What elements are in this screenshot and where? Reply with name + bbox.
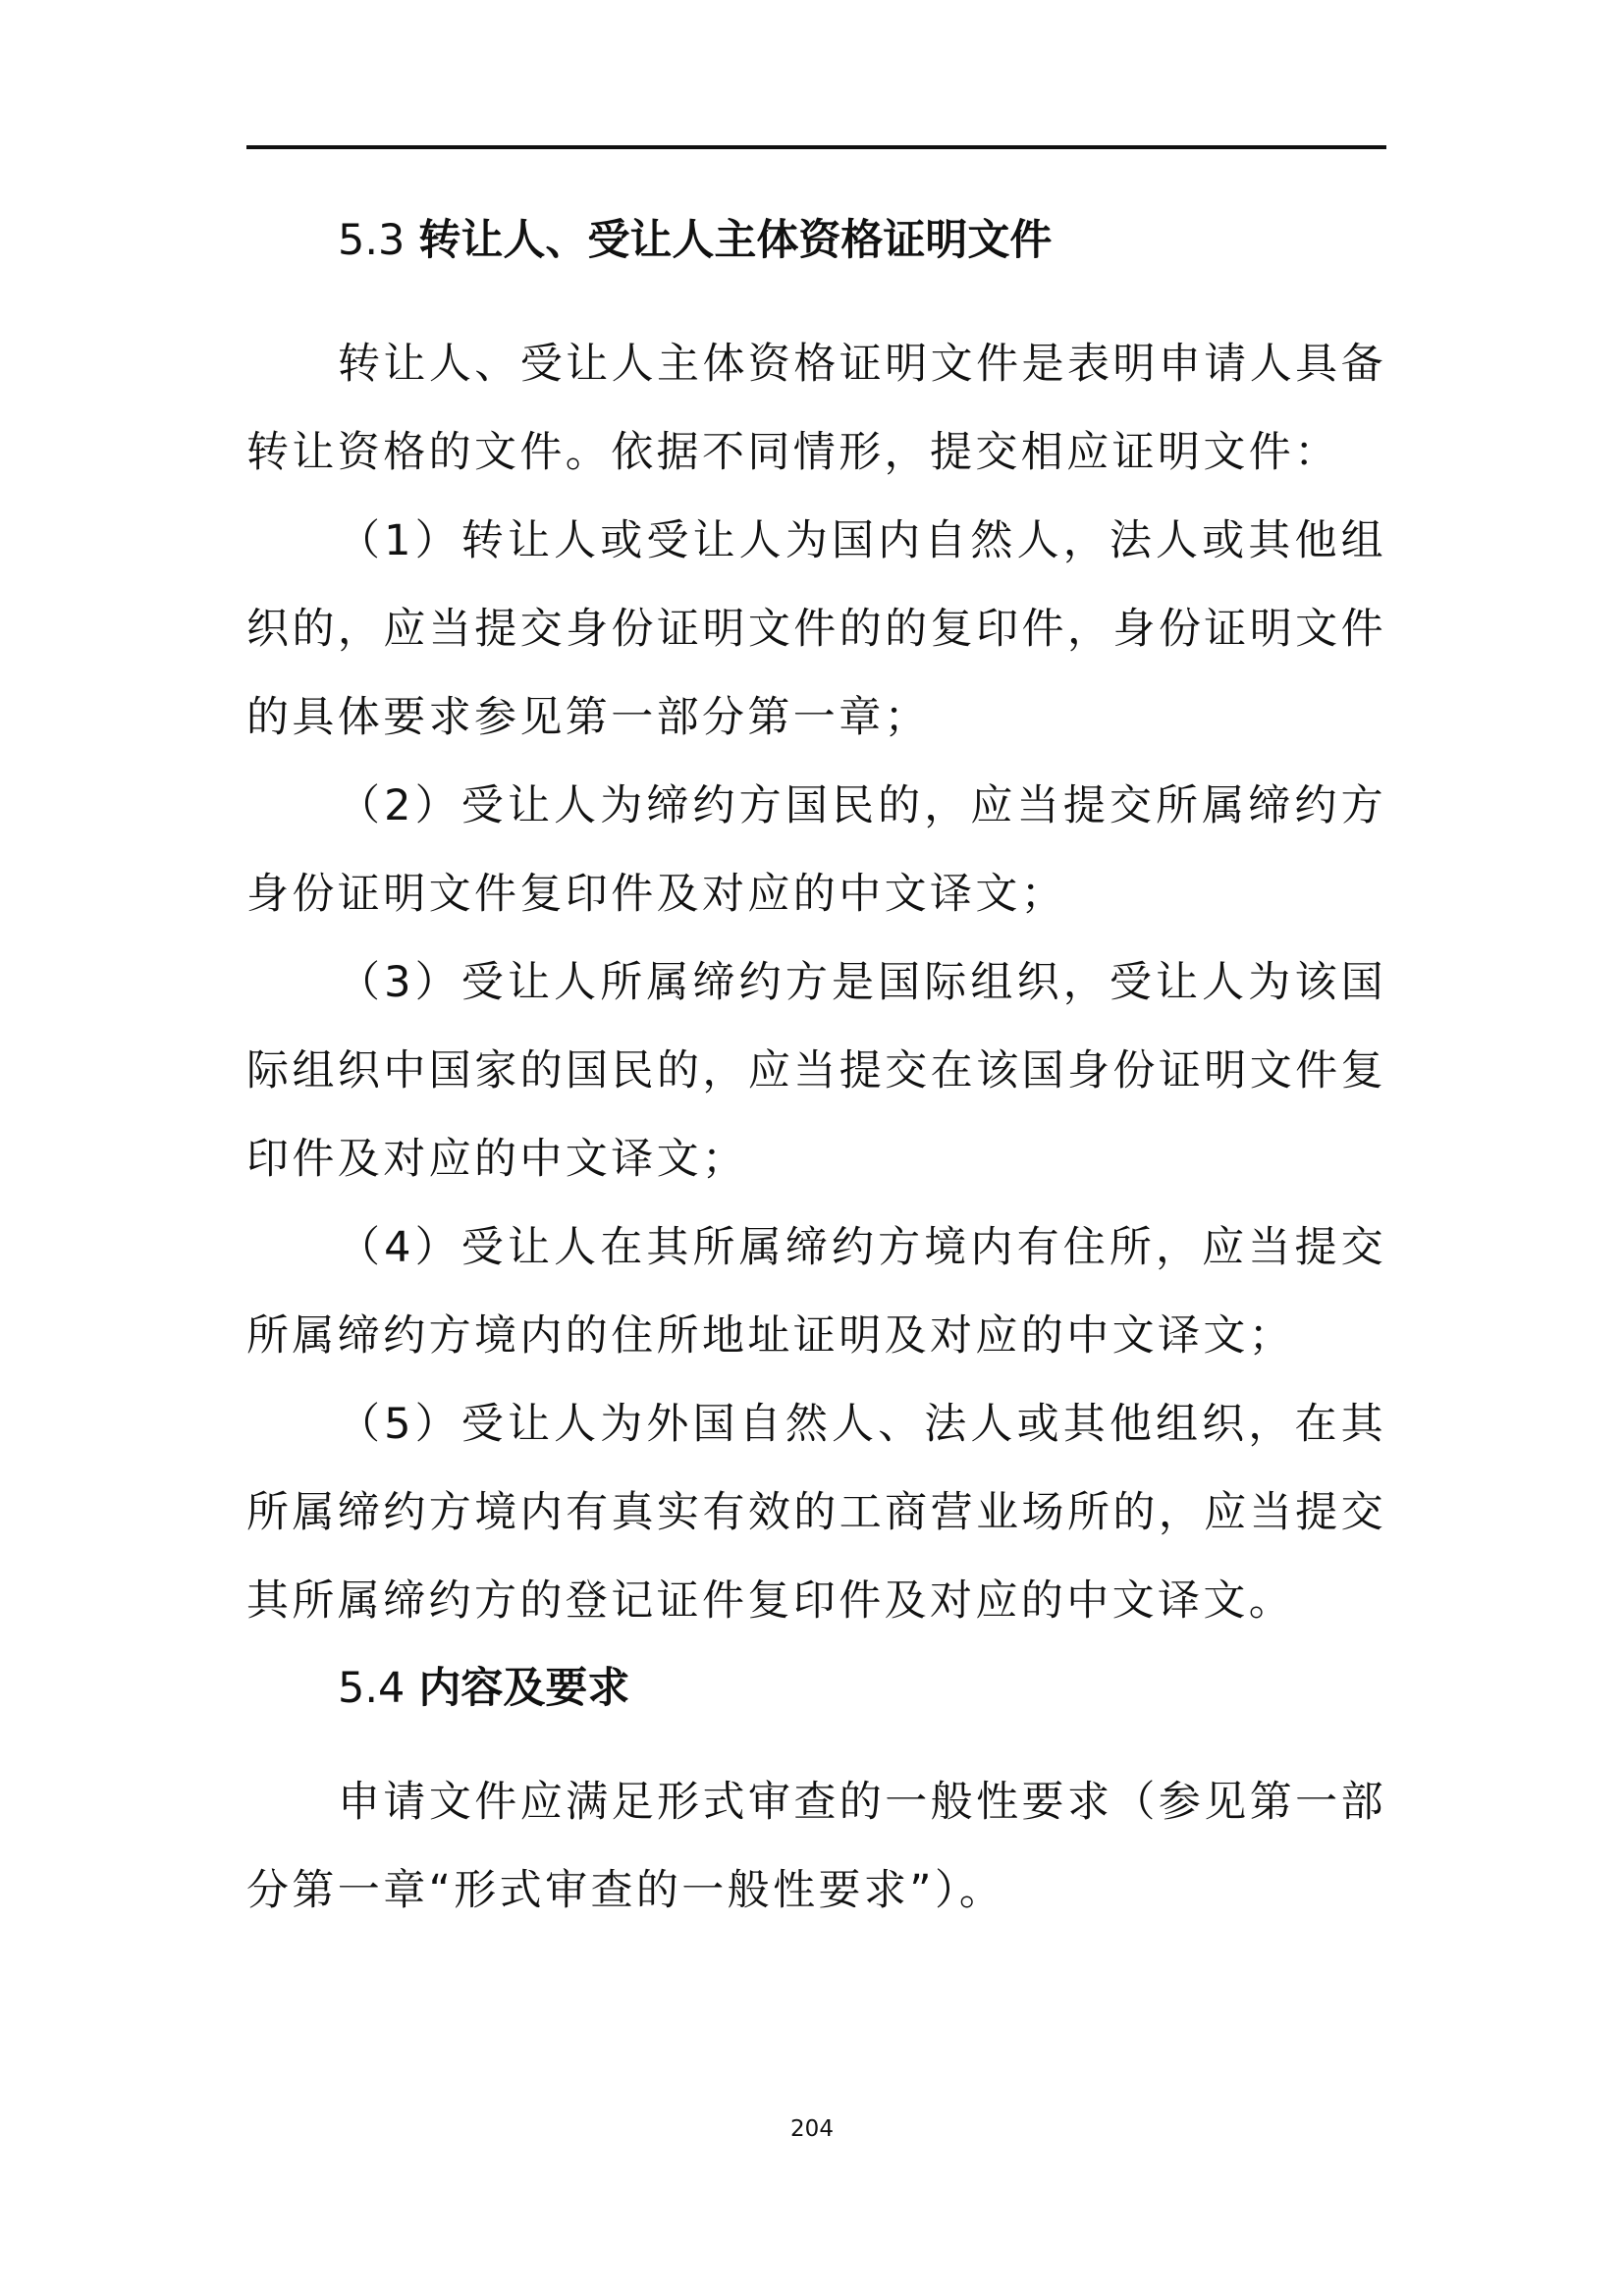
section-heading-5-4 — [338, 1659, 629, 1718]
list-item-5: （5）受让人为外国自然人、法人或其他组织，在其所属缔约方境内有真实有效的工商营业场所的，应当提交其所属缔约方的登记证件复印件及对应的中文译文。 — [246, 1400, 1386, 1626]
page-number: 204 — [790, 2116, 834, 2142]
section-title: 内容及要求 — [418, 1664, 630, 1713]
list-item-4: （4）受让人在其所属缔约方境内有住所，应当提交所属缔约方境内的住所地址证明及对应的中文译文； — [246, 1223, 1386, 1361]
paragraph-requirements: 申请文件应满足形式审查的一般性要求（参见第一部分第一章“形式审查的一般性要求”）。 — [246, 1778, 1386, 1915]
header-rule — [246, 145, 1386, 149]
section-heading-5-3 — [338, 211, 1052, 270]
paragraph-intro: 转让人、受让人主体资格证明文件是表明申请人具备转让资格的文件。依据不同情形，提交相应证明文件： — [246, 340, 1386, 477]
list-item-2: （2）受让人为缔约方国民的，应当提交所属缔约方身份证明文件复印件及对应的中文译文； — [246, 781, 1386, 919]
section-number: 5.3 — [338, 216, 406, 265]
list-item-1: （1）转让人或受让人为国内自然人，法人或其他组织的，应当提交身份证明文件的的复印件，身份证明文件的具体要求参见第一部分第一章； — [246, 516, 1386, 742]
section-number: 5.4 — [338, 1664, 406, 1713]
list-item-3: （3）受让人所属缔约方是国际组织，受让人为该国际组织中国家的国民的，应当提交在该国身份证明文件复印件及对应的中文译文； — [246, 958, 1386, 1184]
section-title: 转让人、受让人主体资格证明文件 — [418, 216, 1053, 265]
